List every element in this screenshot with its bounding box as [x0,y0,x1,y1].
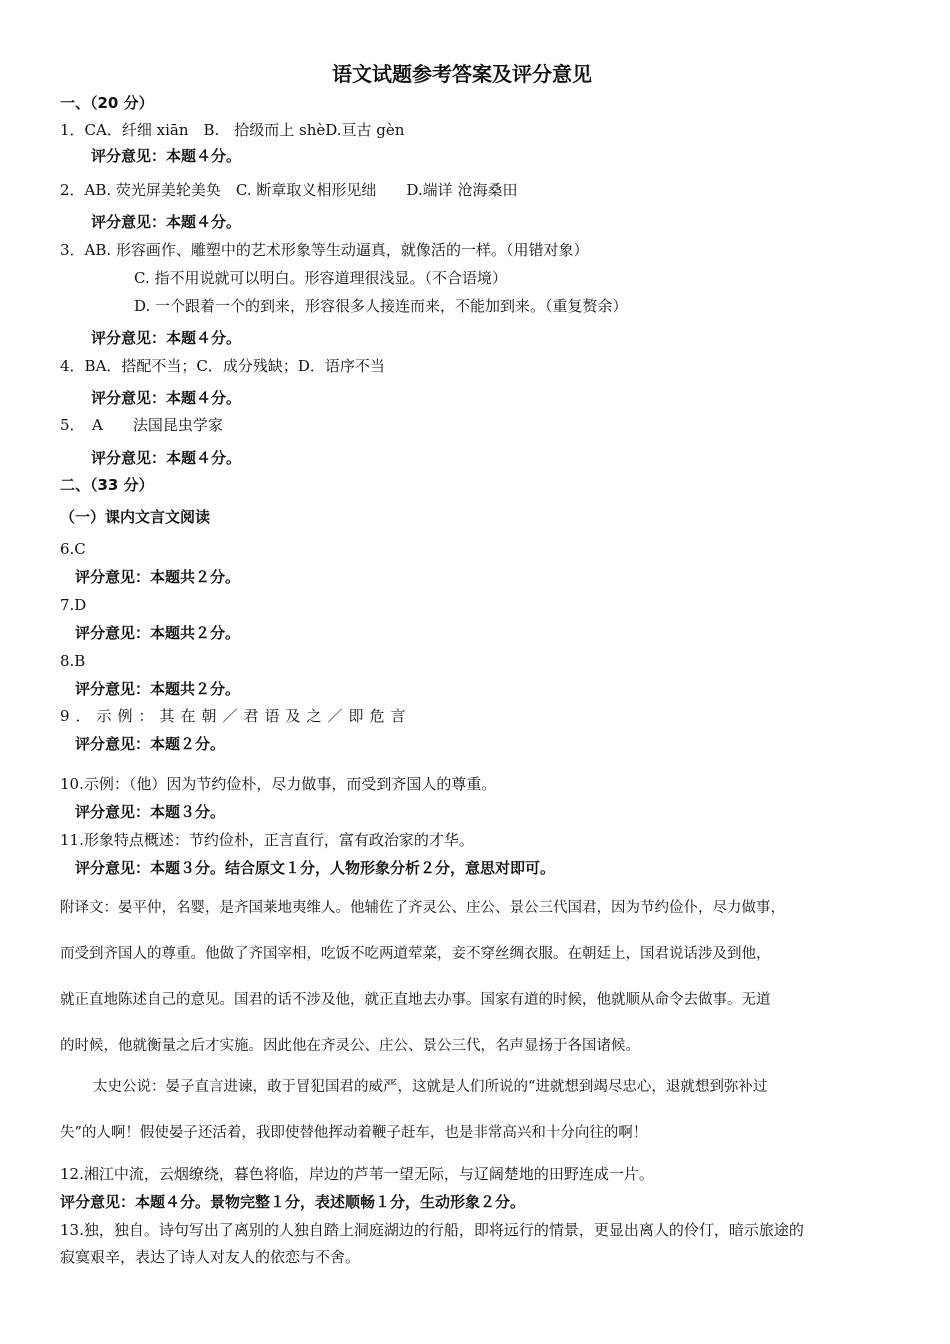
translation-line-4: 的时候，他就衡量之后才实施。因此他在齐灵公、庄公、景公三代，名声显扬于各国诸候。 [60,1038,640,1054]
q9-answer: 9．示例：其在朝／君语及之／即危言 [60,707,412,725]
translation-line-5: 太史公说：晏子直言进谏，敢于冒犯国君的威严，这就是人们所说的“进就想到竭尽忠心，退就想到弥补过 [93,1079,768,1095]
translation-line-3: 就正直地陈述自己的意见。国君的话不涉及他，就正直地去办事。国家有道的时候，他就顺从命令去做事。无道 [60,992,771,1008]
q13-answer-line-1: 13.独，独自。诗句写出了离别的人独自踏上洞庭湖边的行船，即将远行的情景，更显出离人的伶仃，暗示旅途的 [60,1221,804,1239]
section-2-heading: 二、（33 分） [60,476,154,494]
q6-answer: 6.C [60,540,86,558]
q5-scoring-note: 评分意见：本题４分。 [91,449,242,467]
q1-answer: 1．CA．纤细 xiān B. 拾级而上 shèD.亘古 gèn [60,121,405,139]
q6-scoring-note: 评分意见：本题共２分。 [75,568,241,586]
q10-answer: 10.示例：（他）因为节约俭朴，尽力做事，而受到齐国人的尊重。 [60,775,497,793]
q3-answer: 3．AB. 形容画作、雕塑中的艺术形象等生动逼真，就像活的一样。（用错对象） [60,241,589,259]
q11-scoring-note: 评分意见：本题３分。结合原文１分，人物形象分析２分，意思对即可。 [75,859,556,877]
q2-scoring-note: 评分意见：本题４分。 [91,213,242,231]
q11-answer: 11.形象特点概述：节约俭朴，正言直行，富有政治家的才华。 [60,831,474,849]
q8-scoring-note: 评分意见：本题共２分。 [75,680,241,698]
q3-option-c: C. 指不用说就可以明白。形容道理很浅显。（不合语境） [134,269,507,287]
q12-scoring-note: 评分意见：本题４分。景物完整１分，表述顺畅１分，生动形象２分。 [60,1193,526,1211]
q9-scoring-note: 评分意见：本题２分。 [75,735,226,753]
q2-answer: 2．AB. 荧光屏美轮美奂 C. 断章取义相形见绌 D.端详 沧海桑田 [60,181,518,199]
q7-scoring-note: 评分意见：本题共２分。 [75,624,241,642]
q3-scoring-note: 评分意见：本题４分。 [91,329,242,347]
translation-line-1: 附译文：晏平仲，名婴，是齐国莱地夷维人。他辅佐了齐灵公、庄公、景公三代国君，因为节约俭仆，尽力做事， [60,900,785,916]
q4-answer: 4．BA．搭配不当；C．成分残缺；D．语序不当 [60,357,385,375]
q5-answer: 5． A 法国昆虫学家 [60,416,223,434]
q7-answer: 7.D [60,596,87,614]
translation-line-2: 而受到齐国人的尊重。他做了齐国宰相，吃饭不吃两道荤菜，妾不穿丝绸衣服。在朝廷上，国君说话涉及到他， [60,946,771,962]
q10-scoring-note: 评分意见：本题３分。 [75,803,226,821]
q13-answer-line-2: 寂寞艰辛，表达了诗人对友人的依恋与不舍。 [60,1248,361,1266]
q1-scoring-note: 评分意见：本题４分。 [91,147,242,165]
q4-scoring-note: 评分意见：本题４分。 [91,389,242,407]
section-1-heading: 一、（20 分） [60,94,154,112]
q12-answer: 12.湘江中流，云烟缭绕，暮色将临，岸边的芦苇一望无际，与辽阔楚地的田野连成一片。 [60,1165,654,1183]
q3-option-d: D. 一个跟着一个的到来，形容很多人接连而来，不能加到来。（重复赘余） [134,297,628,315]
page-title: 语文试题参考答案及评分意见 [332,62,592,86]
section-2-subheading: （一）课内文言文阅读 [60,508,211,526]
q8-answer: 8.B [60,652,86,670]
translation-line-6: 失”的人啊！假使晏子还活着，我即使替他挥动着鞭子赶车，也是非常高兴和十分向往的啊！ [60,1125,648,1141]
